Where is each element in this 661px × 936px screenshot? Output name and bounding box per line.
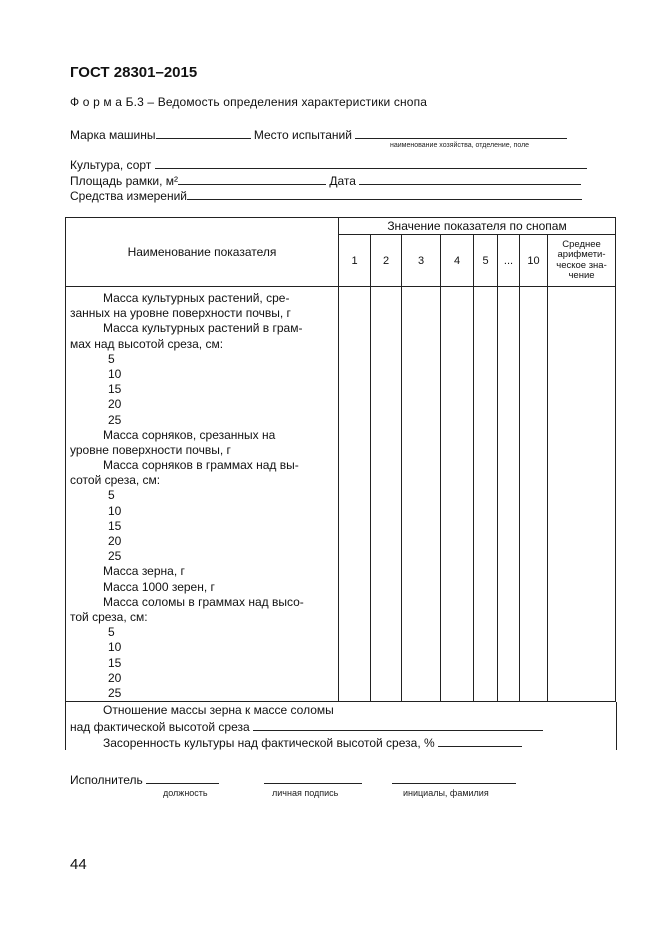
indicator-row: 5: [108, 488, 115, 503]
col-header: 4: [441, 235, 474, 287]
performer-line: [70, 772, 219, 787]
date-label: Дата: [329, 174, 356, 188]
crop-label: Культура, сорт: [70, 158, 152, 172]
col-header: 3: [402, 235, 441, 287]
value-cell[interactable]: [339, 287, 371, 702]
weediness-blank[interactable]: [438, 735, 522, 747]
col-header: 10: [520, 235, 548, 287]
indicator-row: занных на уровне поверхности почвы, г: [70, 306, 291, 321]
position-blank[interactable]: [146, 772, 219, 784]
col-header: 2: [371, 235, 402, 287]
crop-blank[interactable]: [155, 157, 587, 169]
indicator-list: [66, 287, 339, 702]
indicator-row: Масса культурных растений, сре-: [103, 291, 290, 305]
col-header: 1: [339, 235, 371, 287]
indicator-row: 10: [108, 366, 122, 381]
weediness-label: Засоренность культуры над фактической высотой среза, %: [103, 735, 522, 750]
value-cell[interactable]: [520, 287, 548, 702]
indicator-row: Масса соломы в граммах над высо-: [103, 594, 304, 609]
mean-header-line: Среднее: [562, 238, 601, 250]
indicator-row: 20: [108, 670, 122, 685]
place-label: Место испытаний: [253, 128, 352, 142]
mean-header-line: ческое зна-: [556, 259, 607, 271]
signature-blank[interactable]: [264, 772, 362, 784]
name-hint: инициалы, фамилия: [403, 788, 489, 798]
ratio-label-cont: над фактической высотой среза: [70, 719, 543, 734]
value-cell[interactable]: [498, 287, 520, 702]
indicator-row: Масса 1000 зерен, г: [103, 579, 215, 594]
area-date-line: [70, 173, 581, 188]
indicator-row: 5: [108, 625, 115, 640]
value-cell[interactable]: [474, 287, 498, 702]
indicator-row: 15: [108, 655, 122, 670]
page-number: 44: [70, 856, 87, 873]
value-cell[interactable]: [548, 287, 616, 702]
indicator-row: 20: [108, 397, 122, 412]
indicator-row: 20: [108, 534, 122, 548]
instruments-blank[interactable]: [187, 188, 582, 200]
indicator-row: 5: [108, 351, 115, 366]
indicator-row: 10: [108, 640, 122, 655]
instruments-label: Средства измерений: [70, 189, 188, 203]
indicator-row: Масса зерна, г: [103, 564, 185, 579]
indicator-row: 25: [108, 412, 122, 427]
indicator-row: уровне поверхности почвы, г: [70, 442, 231, 457]
mean-header: [548, 235, 616, 287]
signature-hint: личная подпись: [272, 788, 339, 798]
indicator-row: Масса культурных растений в грам-: [103, 321, 303, 336]
indicator-row: сотой среза, см:: [70, 473, 161, 488]
machine-blank[interactable]: [156, 127, 251, 139]
indicator-row: 25: [108, 685, 122, 700]
date-blank[interactable]: [359, 173, 581, 185]
position-hint: должность: [163, 788, 208, 798]
name-blank[interactable]: [392, 772, 516, 784]
col-header: 5: [474, 235, 498, 287]
indicator-row: 10: [108, 503, 122, 518]
mean-header-line: арифмети-: [557, 249, 606, 260]
frame-area-blank[interactable]: [178, 173, 326, 185]
indicator-row: 25: [108, 549, 122, 564]
col-header: ...: [498, 235, 520, 287]
ratio-label: Отношение массы зерна к массе соломы: [103, 703, 334, 717]
table-footer: [65, 702, 617, 750]
machine-place-line: [70, 127, 567, 142]
place-blank[interactable]: [355, 127, 567, 139]
value-cell[interactable]: [402, 287, 441, 702]
indicator-row: 15: [108, 518, 122, 533]
performer-label: Исполнитель: [70, 773, 143, 787]
value-cell[interactable]: [371, 287, 402, 702]
indicator-row: Масса сорняков, срезанных на: [103, 427, 276, 442]
standard-title: ГОСТ 28301–2015: [70, 64, 198, 81]
ratio-blank[interactable]: [253, 719, 543, 731]
mean-header-line: чение: [568, 270, 595, 281]
indicator-row: той среза, см:: [70, 609, 148, 624]
instruments-line: [70, 188, 582, 203]
indicator-header: Наименование показателя: [66, 218, 339, 287]
machine-label: Марка машины: [70, 128, 156, 142]
frame-area-label: Площадь рамки, м²: [70, 174, 179, 188]
form-title: Ф о р м а Б.3 – Ведомость определения характеристики снопа: [70, 95, 428, 109]
values-header: Значение показателя по снопам: [339, 218, 616, 235]
place-hint: наименование хозяйства, отделение, поле: [390, 142, 530, 149]
characteristics-table: [65, 217, 616, 702]
indicator-row: 15: [108, 382, 122, 397]
value-cell[interactable]: [441, 287, 474, 702]
crop-line: [70, 157, 587, 172]
indicator-row: мах над высотой среза, см:: [70, 336, 224, 351]
indicator-row: Масса сорняков в граммах над вы-: [103, 458, 299, 473]
